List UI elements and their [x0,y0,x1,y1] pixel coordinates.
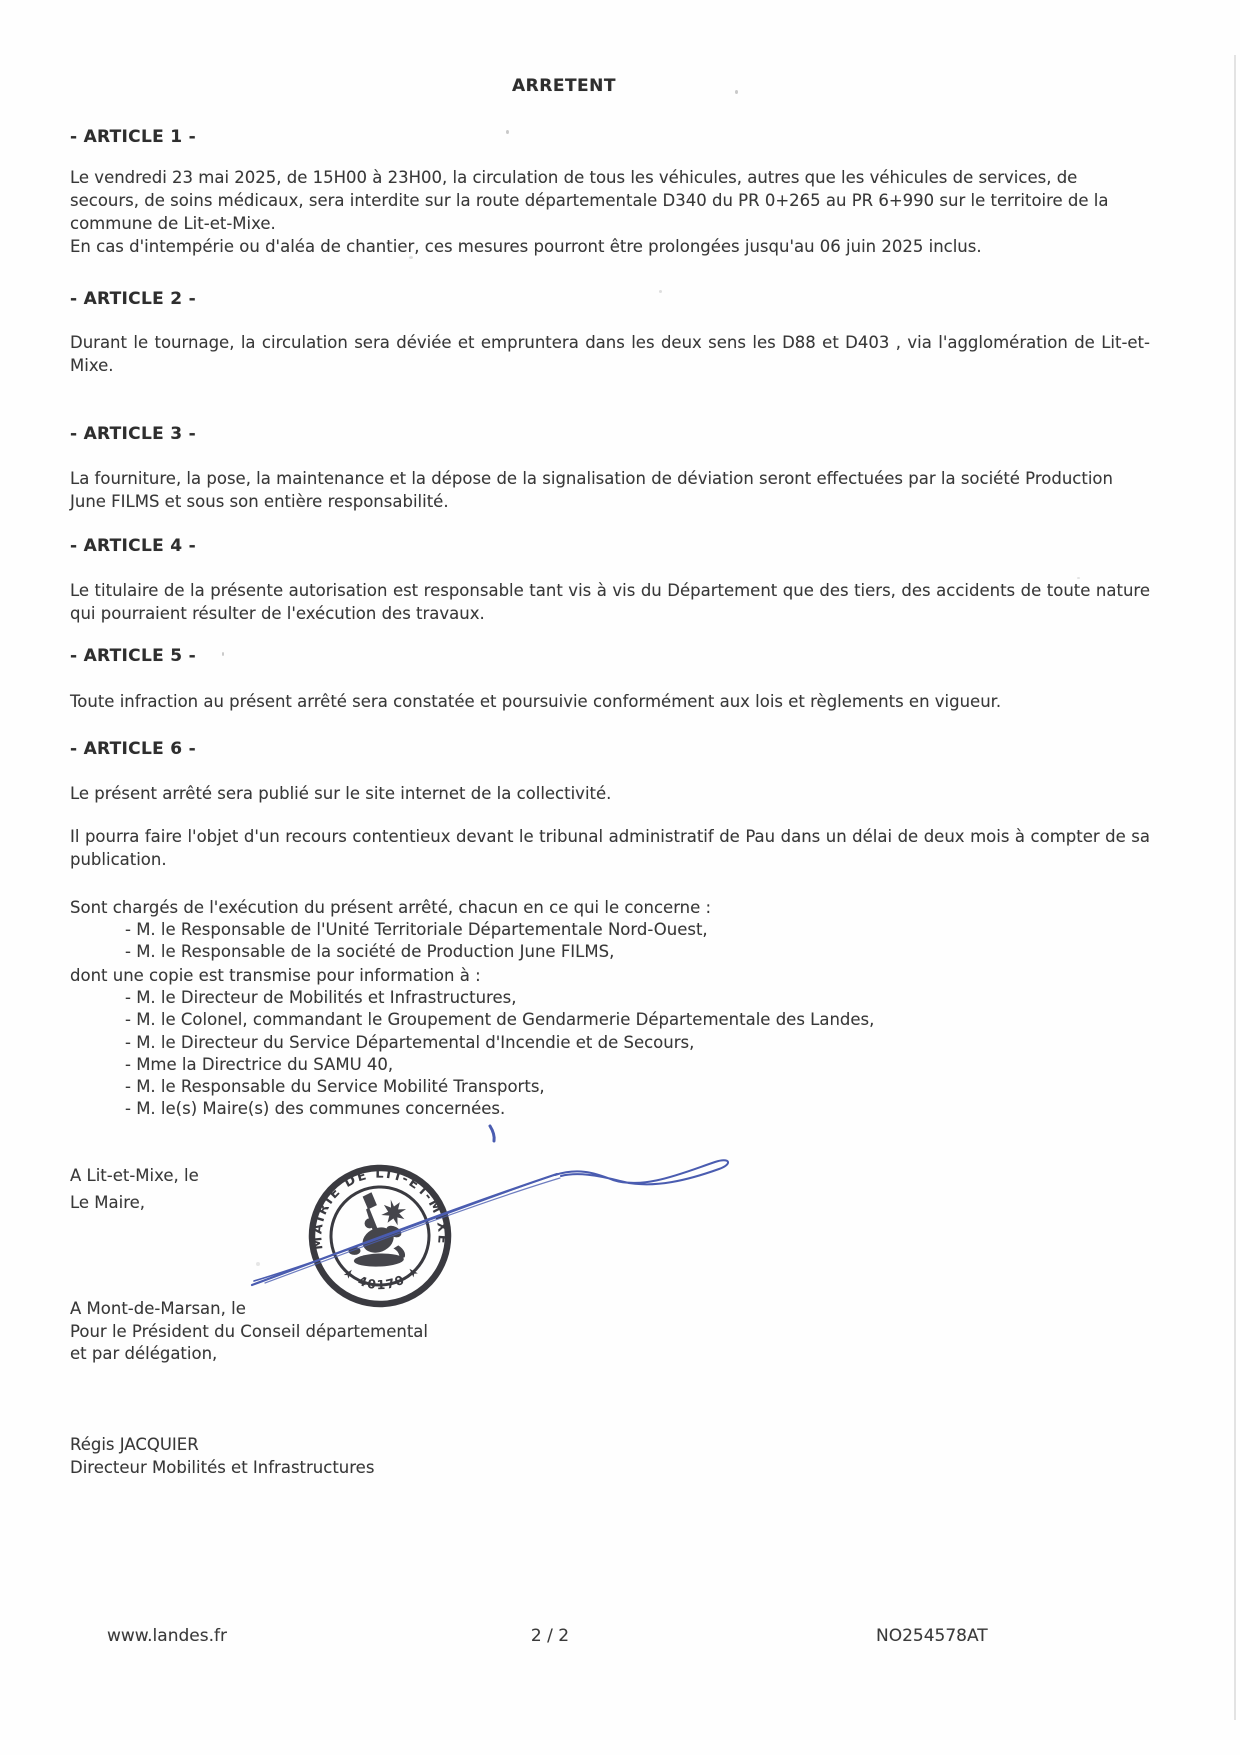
scan-speck [409,256,413,259]
document-heading: ARRETENT [512,76,616,96]
article-1-body [70,166,1150,258]
copy-recipient: - M. le Directeur de Mobilités et Infrastructures, [125,988,517,1007]
signature-stroke [265,1178,560,1283]
copy-recipient: - M. le(s) Maire(s) des communes concernées. [125,1099,506,1119]
stamp-postal-code: ★ 40170 ★ [339,1261,423,1293]
charged-item: - M. le Responsable de la société de Production June FILMS, [125,942,615,962]
article-4-body: Le titulaire de la présente autorisation est responsable tant vis à vis du Département que des tiers, des accidents de toute nature qui pourraient résulter de l'exécution des travaux. [70,581,1150,623]
copy-recipient: - M. le Directeur du Service Départemental d'Incendie et de Secours, [125,1032,695,1052]
signature-stroke [555,1160,728,1184]
article-1-paragraph-2: En cas d'intempérie ou d'aléa de chantier, ces mesures pourront être prolongées jusqu'au 06 juin 2025 inclus. [70,237,982,256]
footer-reference-number: NO254578AT [876,1626,988,1646]
scan-edge-line [1234,55,1236,1720]
footer-page-number: 2 / 2 [530,1626,570,1646]
article-6-title: - ARTICLE 6 - [70,739,196,759]
copy-intro: dont une copie est transmise pour information à : [70,966,481,985]
copy-recipient: - M. le Colonel, commandant le Groupement de Gendarmerie Départementale des Landes, [125,1010,875,1030]
copy-recipient: - Mme la Directrice du SAMU 40, [125,1054,394,1074]
article-4-title: - ARTICLE 4 - [70,536,196,556]
signatory-title: Directeur Mobilités et Infrastructures [70,1458,375,1477]
footer-website: www.landes.fr [107,1626,227,1646]
charged-item: - M. le Responsable de l'Unité Territoriale Départementale Nord-Ouest, [125,920,708,939]
handwritten-signature [225,1100,755,1300]
delegation-line-2: et par délégation, [70,1344,218,1363]
article-1-title: - ARTICLE 1 - [70,127,196,147]
article-3-title: - ARTICLE 3 - [70,424,196,444]
article-5-body: Toute infraction au présent arrêté sera constatée et poursuivie conformément aux lois et règlements en vigueur. [70,692,1002,711]
left-role-line: Le Maire, [70,1193,146,1212]
department-signature-block [70,1298,428,1366]
signatory-block [70,1433,374,1479]
article-5-title: - ARTICLE 5 - [70,646,196,666]
delegation-line-1: Pour le Président du Conseil départemental [70,1321,429,1341]
stamp-ring-text: MAIRIE DE LIT-ET-MIXE [310,1166,450,1251]
scan-speck [506,130,509,134]
execution-charged-list [125,919,1145,964]
right-place-line: A Mont-de-Marsan, le [70,1299,246,1318]
article-3-body: La fourniture, la pose, la maintenance et la dépose de la signalisation de déviation seront effectuées par la société Production June FILMS et sous son entière responsabilité. [70,469,1113,511]
article-2-title: - ARTICLE 2 - [70,289,196,309]
left-place-line: A Lit-et-Mixe, le [70,1166,199,1185]
execution-intro: Sont chargés de l'exécution du présent arrêté, chacun en ce qui le concerne : [70,898,712,917]
article-2-body: Durant le tournage, la circulation sera déviée et empruntera dans les deux sens les D88 et D403 , via l'agglomération de Lit-et-Mixe. [70,333,1150,375]
scan-speck [256,1262,260,1266]
article-1-paragraph-1: Le vendredi 23 mai 2025, de 15H00 à 23H00, la circulation de tous les véhicules, autres que les véhicules de services, de secours, de soins médicaux, sera interdite sur la route départementale D340 du PR 0+265 au PR 6+990 sur le territoire de la commune de Lit-et-Mixe. [70,168,1109,233]
scan-speck [735,90,738,94]
scan-speck [1077,577,1080,579]
copy-recipient: - M. le Responsable du Service Mobilité Transports, [125,1077,545,1097]
signature-tick [490,1126,494,1141]
scan-speck [659,290,662,293]
scan-speck [222,652,224,656]
signatory-name: Régis JACQUIER [70,1435,199,1454]
article-6-paragraph-2: Il pourra faire l'objet d'un recours contentieux devant le tribunal administratif de Pau dans un délai de deux mois à compter de sa publication. [70,827,1150,869]
article-6-paragraph-1: Le présent arrêté sera publié sur le site internet de la collectivité. [70,784,612,803]
mayor-signature-block [70,1162,199,1216]
